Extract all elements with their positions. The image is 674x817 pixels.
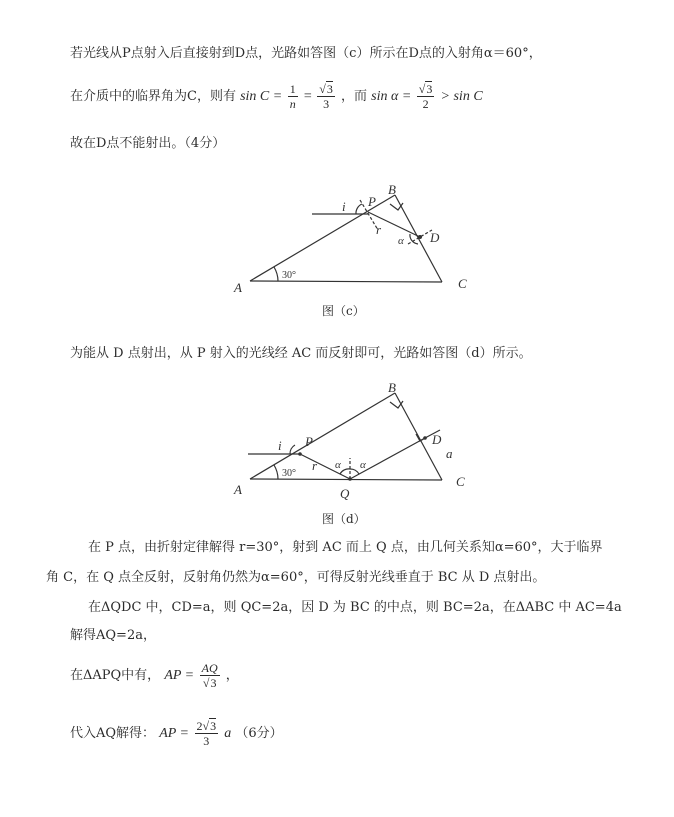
label-p: P xyxy=(305,434,313,449)
label-c: C xyxy=(456,474,465,489)
label-alpha-1: α xyxy=(335,459,341,471)
text-line-1: 若光线从P点射入后直接射到D点，光路如答图（c）所示在D点的入射角α＝60°， xyxy=(70,46,542,61)
point-d xyxy=(423,436,427,440)
label-a: A xyxy=(234,482,242,497)
angle-30-arc xyxy=(274,465,278,479)
radicand: 3 xyxy=(326,82,333,96)
fraction-root3-over-3 xyxy=(317,82,335,111)
fraction-denominator: 3 xyxy=(203,734,210,748)
fraction-denominator: 3 xyxy=(323,97,330,111)
right-angle-b xyxy=(390,401,403,408)
label-angle-30: 30° xyxy=(282,270,296,281)
fraction-denominator: 2 xyxy=(422,97,429,111)
variable-a: a xyxy=(224,726,232,741)
label-p: P xyxy=(368,194,376,209)
text-paragraph-3-line-4: 解得AQ=2a， xyxy=(70,628,156,643)
equals-sign: = xyxy=(303,89,316,104)
angle-alpha-arc-1 xyxy=(340,469,350,474)
label-c: C xyxy=(458,276,467,291)
point-q xyxy=(348,477,352,481)
fraction-numerator xyxy=(417,82,435,97)
fraction-numerator xyxy=(317,82,335,97)
ap-equals: AP = xyxy=(159,726,193,741)
line-6-prefix: 代入AQ解得： xyxy=(70,726,156,741)
label-b: B xyxy=(388,182,396,197)
figure-c-caption: 图（c） xyxy=(322,304,365,318)
text-line-3: 故在D点不能射出。（4分） xyxy=(70,136,226,151)
radicand: 3 xyxy=(210,676,217,690)
figure-d-caption: 图（d） xyxy=(322,512,366,526)
text-paragraph-3-line-2: 角 C，在 Q 点全反射，反射角仍然为α=60°，可得反射光线垂直于 BC 从 D 点射出。 xyxy=(46,570,546,585)
fraction-numerator xyxy=(195,719,219,734)
text-line-2-prefix: 在介质中的临界角为C，则有 xyxy=(70,89,236,104)
sqrt-sign: √ xyxy=(202,719,210,733)
fraction-aq-over-root3 xyxy=(200,661,220,690)
sqrt-sign: √ xyxy=(202,676,210,690)
label-b: B xyxy=(388,380,396,395)
coefficient: 2 xyxy=(196,719,203,733)
fraction-denominator xyxy=(200,676,220,690)
label-i: i xyxy=(342,199,346,214)
figure-d-diagram xyxy=(0,378,674,518)
label-r: r xyxy=(376,222,382,237)
text-line-2 xyxy=(70,80,483,114)
label-d: D xyxy=(430,230,440,245)
label-r: r xyxy=(312,458,318,473)
angle-i-arc xyxy=(356,204,362,214)
radicand: 3 xyxy=(426,82,433,96)
right-angle-b xyxy=(390,203,403,210)
fraction-root3-over-2 xyxy=(417,82,435,111)
label-d: D xyxy=(432,432,442,447)
line-5-prefix: 在ΔAPQ中有， xyxy=(70,668,161,683)
point-d xyxy=(418,235,422,239)
fraction-numerator: AQ xyxy=(201,661,218,675)
label-q: Q xyxy=(340,486,350,501)
line-5-suffix: ， xyxy=(225,668,239,683)
refracted-ray-pq xyxy=(300,454,350,479)
fraction-numerator: 1 xyxy=(289,82,296,96)
sqrt-sign: √ xyxy=(418,82,426,96)
sin-alpha-label: sin α = xyxy=(371,89,415,104)
sqrt-sign: √ xyxy=(319,82,326,96)
text-paragraph-3-line-6 xyxy=(70,714,283,754)
label-i: i xyxy=(278,438,282,453)
fraction-2root3-over-3 xyxy=(195,719,219,748)
label-a: A xyxy=(234,280,242,295)
label-alpha-2: α xyxy=(360,459,366,471)
edge-ac xyxy=(250,479,442,480)
fraction-denominator: n xyxy=(289,97,296,111)
angle-alpha-arc-2 xyxy=(350,469,359,474)
label-alpha: α xyxy=(398,235,404,247)
label-angle-30: 30° xyxy=(282,468,296,479)
text-paragraph-3-line-3: 在ΔQDC 中，CD=a，则 QC=2a，因 D 为 BC 的中点，则 BC=2a，在ΔABC 中 AC=4a xyxy=(88,600,622,615)
greater-than-sin-c: > sin C xyxy=(440,89,483,104)
fraction-1-over-n xyxy=(288,82,298,111)
ap-equals: AP = xyxy=(164,668,198,683)
text-paragraph-3-line-1: 在 P 点，由折射定律解得 r=30°，射到 AC 而上 Q 点，由几何关系知α=60°，大于临界 xyxy=(88,540,603,555)
line-6-suffix: （6分） xyxy=(235,726,283,741)
label-a-length: a xyxy=(446,446,453,461)
point-p xyxy=(298,452,302,456)
sin-c-label: sin C = xyxy=(240,89,286,104)
text-line-2-middle: ，而 xyxy=(341,89,368,104)
angle-30-arc xyxy=(274,267,278,281)
edge-ac xyxy=(250,281,442,282)
radicand: 3 xyxy=(210,719,217,733)
text-paragraph-2: 为能从 D 点射出，从 P 射入的光线经 AC 而反射即可，光路如答图（d）所示。 xyxy=(70,346,532,361)
text-paragraph-3-line-5 xyxy=(70,656,239,696)
